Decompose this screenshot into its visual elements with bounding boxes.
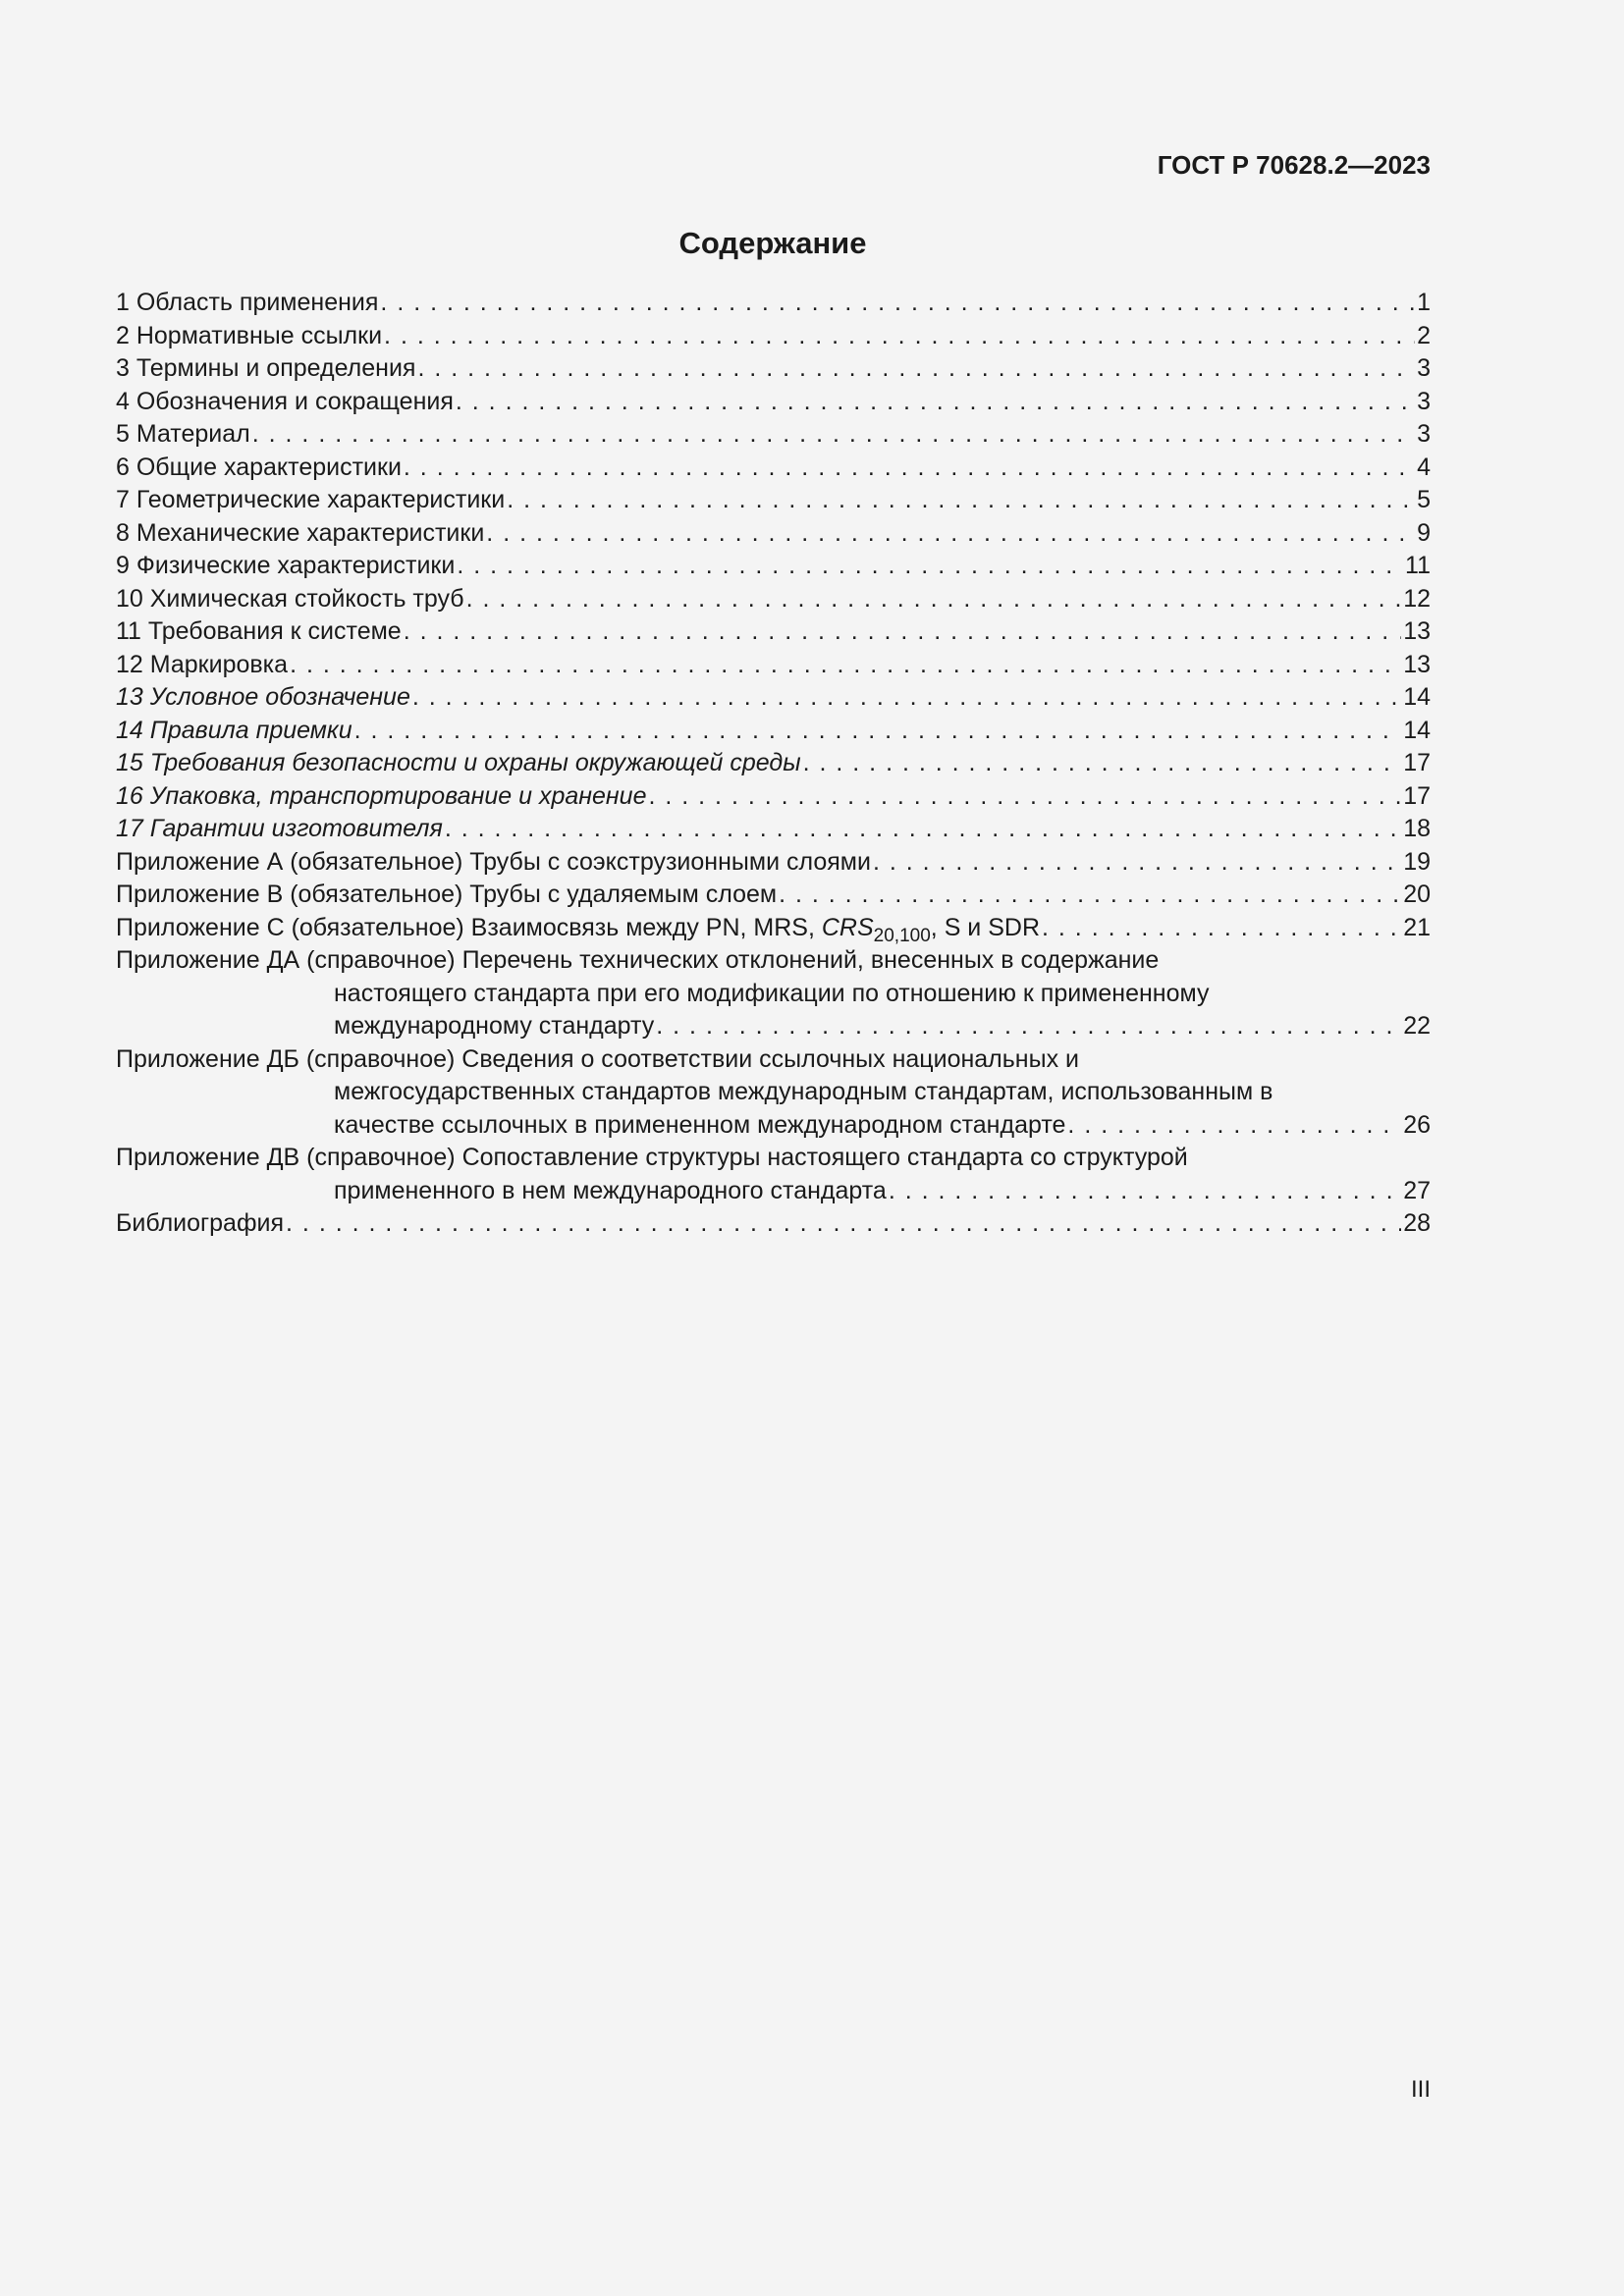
toc-entry-5[interactable]: [116, 418, 1431, 452]
toc-entry-text: 14 Правила приемки: [116, 716, 352, 744]
toc-entry-page: 26: [1403, 1110, 1431, 1139]
toc-entry-appendix-a[interactable]: [116, 846, 1431, 880]
toc-entry-9[interactable]: [116, 550, 1431, 583]
dot-leader: [380, 287, 1415, 320]
toc-entry-text: 7 Геометрические характеристики: [116, 486, 506, 513]
toc-entry-text-after: , S и SDR: [930, 913, 1041, 941]
toc-entry-text: 17 Гарантии изготовителя: [116, 815, 443, 842]
dot-leader: [252, 418, 1415, 452]
dot-leader: [290, 649, 1401, 682]
toc-entry-text: 9 Физические характеристики: [116, 552, 456, 579]
toc-entry-text: 5 Материал: [116, 420, 250, 448]
toc-entry-17[interactable]: [116, 813, 1431, 846]
toc-entry-page: 3: [1417, 354, 1431, 382]
toc-entry-page: 19: [1403, 847, 1431, 876]
toc-entry-text-before: Приложение С (обязательное) Взаимосвязь между PN, MRS,: [116, 913, 822, 941]
dot-leader: [648, 780, 1401, 814]
toc-entry-page: 13: [1403, 617, 1431, 645]
toc-entry-text: 13 Условное обозначение: [116, 683, 410, 711]
toc-entry-13[interactable]: [116, 681, 1431, 715]
dot-leader: [354, 715, 1402, 748]
toc-entry-page: 12: [1403, 584, 1431, 613]
toc-entry-8[interactable]: [116, 517, 1431, 551]
toc-entry-page: 14: [1403, 716, 1431, 744]
toc-entry-14[interactable]: [116, 715, 1431, 748]
toc-entry-appendix-c[interactable]: [116, 912, 1431, 945]
toc-entry-page: 27: [1403, 1176, 1431, 1204]
toc-entry-appendix-da[interactable]: [116, 944, 1431, 1043]
table-of-contents: [116, 287, 1431, 1241]
dot-leader: [656, 1010, 1401, 1043]
toc-entry-text: 10 Химическая стойкость труб: [116, 584, 464, 613]
toc-entry-text: Библиография: [116, 1209, 285, 1237]
toc-entry-page: 2: [1417, 321, 1431, 349]
dot-leader: [456, 386, 1415, 419]
toc-entry-text-line: Приложение ДА (справочное) Перечень технических отклонений, внесенных в содержание: [116, 946, 1160, 974]
toc-entry-text-line: Приложение ДБ (справочное) Сведения о соответствии ссылочных национальных и: [116, 1044, 1079, 1073]
toc-entry-6[interactable]: [116, 452, 1431, 485]
toc-entry-text: 6 Общие характеристики: [116, 453, 402, 481]
toc-entry-page: 11: [1405, 552, 1431, 579]
toc-entry-appendix-b[interactable]: [116, 879, 1431, 912]
page-number: III: [1410, 2076, 1431, 2103]
dot-leader: [507, 484, 1415, 517]
toc-entry-text: 4 Обозначения и сокращения: [116, 387, 454, 415]
toc-entry-text: 11 Требования к системе: [116, 617, 402, 645]
dot-leader: [779, 879, 1401, 912]
toc-entry-page: 21: [1403, 913, 1431, 941]
toc-entry-text: 2 Нормативные ссылки: [116, 321, 383, 349]
toc-entry-page: 5: [1417, 486, 1431, 513]
toc-entry-text-line: настоящего стандарта при его модификации по отношению к примененному: [334, 979, 1210, 1007]
dot-leader: [404, 615, 1402, 649]
dot-leader: [486, 517, 1415, 551]
dot-leader: [1067, 1109, 1401, 1143]
toc-entry-page: 20: [1403, 881, 1431, 908]
toc-entry-text: 1 Область применения: [116, 289, 379, 316]
toc-entry-4[interactable]: [116, 386, 1431, 419]
toc-entry-3[interactable]: [116, 352, 1431, 386]
toc-entry-text: Приложение А (обязательное) Трубы с соэкструзионными слоями: [116, 847, 871, 876]
dot-leader: [873, 846, 1401, 880]
toc-entry-page: 17: [1403, 781, 1431, 810]
toc-entry-1[interactable]: [116, 287, 1431, 320]
toc-entry-7[interactable]: [116, 484, 1431, 517]
toc-entry-page: 22: [1403, 1012, 1431, 1040]
toc-entry-11[interactable]: [116, 615, 1431, 649]
toc-entry-page: 3: [1417, 387, 1431, 415]
toc-entry-16[interactable]: [116, 780, 1431, 814]
toc-entry-page: 18: [1403, 815, 1431, 842]
toc-entry-bibliography[interactable]: [116, 1207, 1431, 1241]
toc-entry-text: 3 Термины и определения: [116, 354, 416, 382]
dot-leader: [466, 583, 1402, 616]
dot-leader: [286, 1207, 1401, 1241]
dot-leader: [445, 813, 1401, 846]
toc-entry-page: 13: [1403, 650, 1431, 678]
toc-entry-page: 9: [1417, 518, 1431, 547]
toc-entry-appendix-db[interactable]: [116, 1043, 1431, 1143]
toc-entry-text: 15 Требования безопасности и охраны окружающей среды: [116, 749, 801, 776]
dot-leader: [404, 452, 1415, 485]
toc-entry-12[interactable]: [116, 649, 1431, 682]
toc-entry-text: 16 Упаковка, транспортирование и хранение: [116, 781, 647, 810]
toc-entry-page: 14: [1403, 683, 1431, 711]
crs-subscript: 20,100: [873, 925, 931, 946]
toc-entry-text-line: примененного в нем международного стандарта: [334, 1176, 887, 1204]
toc-entry-10[interactable]: [116, 583, 1431, 616]
toc-entry-appendix-dv[interactable]: [116, 1142, 1431, 1207]
toc-entry-text: 8 Механические характеристики: [116, 518, 485, 547]
toc-entry-page: 1: [1417, 289, 1431, 316]
dot-leader: [412, 681, 1401, 715]
document-code: ГОСТ Р 70628.2—2023: [1157, 150, 1431, 180]
toc-entry-page: 3: [1417, 420, 1431, 448]
toc-title: Содержание: [678, 226, 867, 260]
dot-leader: [1042, 912, 1401, 945]
toc-entry-text-line: качестве ссылочных в примененном международном стандарте: [334, 1110, 1066, 1139]
toc-entry-page: 17: [1403, 749, 1431, 776]
toc-entry-page: 28: [1403, 1209, 1431, 1237]
toc-entry-2[interactable]: [116, 320, 1431, 353]
toc-entry-text-line: межгосударственных стандартов международным стандартам, использованным в: [334, 1078, 1273, 1105]
toc-entry-text: [116, 912, 1040, 945]
dot-leader: [417, 352, 1415, 386]
dot-leader: [803, 747, 1402, 780]
toc-entry-text: Приложение В (обязательное) Трубы с удаляемым слоем: [116, 881, 778, 908]
dot-leader: [889, 1175, 1401, 1208]
dot-leader: [457, 550, 1403, 583]
toc-entry-15[interactable]: [116, 747, 1431, 780]
toc-entry-text-line: международному стандарту: [334, 1012, 655, 1040]
dot-leader: [384, 320, 1415, 353]
toc-entry-text: 12 Маркировка: [116, 650, 289, 678]
toc-entry-page: 4: [1417, 453, 1431, 481]
toc-entry-text-line: Приложение ДВ (справочное) Сопоставление структуры настоящего стандарта со структурой: [116, 1144, 1188, 1171]
crs-symbol: CRS: [821, 913, 874, 941]
